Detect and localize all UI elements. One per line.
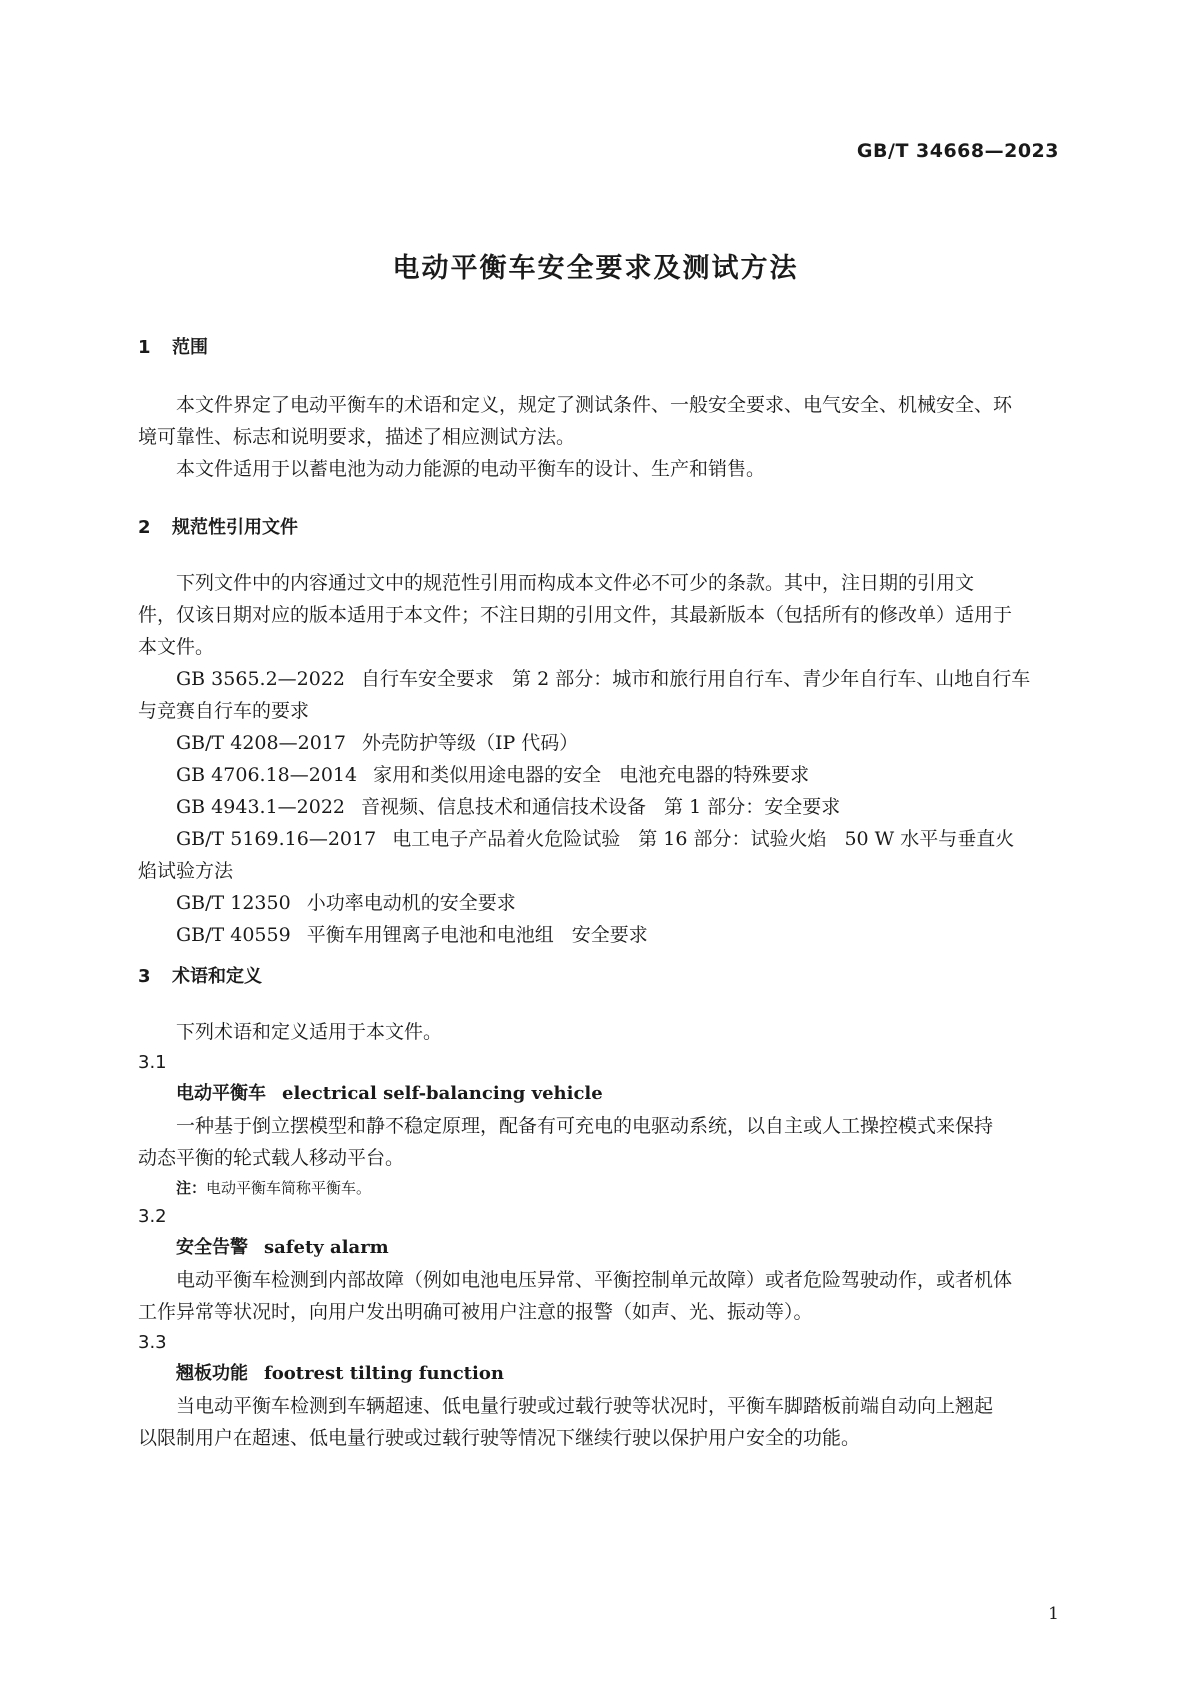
term-number: 3.2: [138, 1206, 167, 1227]
reference-code: GB 3565.2—2022: [176, 668, 346, 690]
reference-part: 第 2 部分：城市和旅行用自行车、青少年自行车、山地自行车: [512, 668, 1031, 690]
reference-code: GB/T 5169.16—2017: [176, 828, 377, 850]
paragraph-line: 件，仅该日期对应的版本适用于本文件；不注日期的引用文件，其最新版本（包括所有的修改单）适用于: [138, 604, 1013, 626]
reference-code: GB/T 12350: [176, 892, 291, 914]
section-3-heading: [138, 962, 1058, 988]
reference-continuation: 焰试验方法: [138, 860, 234, 882]
reference-code: GB/T 4208—2017: [176, 732, 346, 754]
reference-part: 50 W 水平与垂直火: [844, 828, 1015, 850]
reference-item: [138, 823, 1058, 855]
definition-line: 电动平衡车检测到内部故障（例如电池电压异常、平衡控制单元故障）或者危险驾驶动作，或者机体: [176, 1269, 1013, 1291]
term-heading: [138, 1358, 1058, 1390]
term-chinese: 翘板功能: [176, 1363, 248, 1384]
paragraph-line: 下列文件中的内容通过文中的规范性引用而构成本文件必不可少的条款。其中，注日期的引用文: [176, 572, 975, 594]
reference-title: 外壳防护等级（IP 代码）: [361, 732, 579, 754]
term-chinese: 安全告警: [176, 1237, 248, 1258]
reference-title: 自行车安全要求: [361, 668, 495, 690]
term-number: 3.3: [138, 1332, 167, 1353]
reference-title: 电工电子产品着火危险试验: [392, 828, 621, 850]
definition-line: 一种基于倒立摆模型和静不稳定原理，配备有可充电的电驱动系统，以自主或人工操控模式来保持: [176, 1115, 994, 1137]
reference-item: [138, 919, 1058, 951]
reference-code: GB 4706.18—2014: [176, 764, 358, 786]
section-title: 范围: [172, 337, 208, 358]
reference-continuation: 与竞赛自行车的要求: [138, 700, 310, 722]
reference-part: 第 1 部分：安全要求: [664, 796, 841, 818]
section-3-body: [138, 1016, 1058, 1454]
reference-title: 家用和类似用途电器的安全: [373, 764, 602, 786]
note-label: 注：: [176, 1179, 207, 1197]
section-number: 1: [138, 337, 151, 358]
reference-title: 小功率电动机的安全要求: [306, 892, 516, 914]
reference-part: 电池充电器的特殊要求: [619, 764, 810, 786]
term-number: 3.1: [138, 1052, 167, 1073]
definition-line: 工作异常等状况时，向用户发出明确可被用户注意的报警（如声、光、振动等）。: [138, 1301, 813, 1323]
reference-item: [138, 759, 1058, 791]
definition-line: 当电动平衡车检测到车辆超速、低电量行驶或过载行驶等状况时，平衡车脚踏板前端自动向上翘起: [176, 1395, 994, 1417]
note-text: 电动平衡车简称平衡车。: [206, 1179, 372, 1197]
document-title: 电动平衡车安全要求及测试方法: [392, 253, 799, 284]
term-heading: [138, 1232, 1058, 1264]
reference-title: 音视频、信息技术和通信技术设备: [361, 796, 647, 818]
section-title: 规范性引用文件: [172, 517, 298, 538]
reference-item: [138, 663, 1058, 695]
section-title: 术语和定义: [172, 966, 262, 987]
definition-line: 以限制用户在超速、低电量行驶或过载行驶等情况下继续行驶以保护用户安全的功能。: [138, 1427, 861, 1449]
term-english: safety alarm: [264, 1237, 389, 1258]
term-heading: [138, 1078, 1058, 1110]
reference-title: 平衡车用锂离子电池和电池组: [306, 924, 554, 946]
reference-code: GB 4943.1—2022: [176, 796, 346, 818]
section-1-body: [138, 389, 1058, 485]
definition-line: 动态平衡的轮式载人移动平台。: [138, 1147, 405, 1169]
term-note: [138, 1174, 1058, 1202]
reference-item: [138, 887, 1058, 919]
section-number: 3: [138, 966, 151, 987]
section-2-body: [138, 567, 1058, 951]
paragraph-line: 本文件。: [138, 636, 215, 658]
term-chinese: 电动平衡车: [176, 1083, 266, 1104]
reference-part: 安全要求: [571, 924, 648, 946]
paragraph-line: 本文件界定了电动平衡车的术语和定义，规定了测试条件、一般安全要求、电气安全、机械安全、环: [176, 394, 1013, 416]
section-2-heading: [138, 513, 1058, 539]
reference-code: GB/T 40559: [176, 924, 291, 946]
section-1-heading: [138, 333, 1058, 359]
term-english: electrical self-balancing vehicle: [282, 1083, 603, 1104]
paragraph-line: 本文件适用于以蓄电池为动力能源的电动平衡车的设计、生产和销售。: [176, 458, 766, 480]
reference-item: [138, 791, 1058, 823]
page-number: 1: [1048, 1604, 1059, 1624]
standard-number: GB/T 34668—2023: [856, 140, 1059, 162]
reference-item: [138, 727, 1058, 759]
reference-part: 第 16 部分：试验火焰: [638, 828, 827, 850]
term-english: footrest tilting function: [264, 1363, 504, 1384]
paragraph-line: 下列术语和定义适用于本文件。: [176, 1021, 443, 1043]
section-number: 2: [138, 517, 151, 538]
paragraph-line: 境可靠性、标志和说明要求，描述了相应测试方法。: [138, 426, 576, 448]
